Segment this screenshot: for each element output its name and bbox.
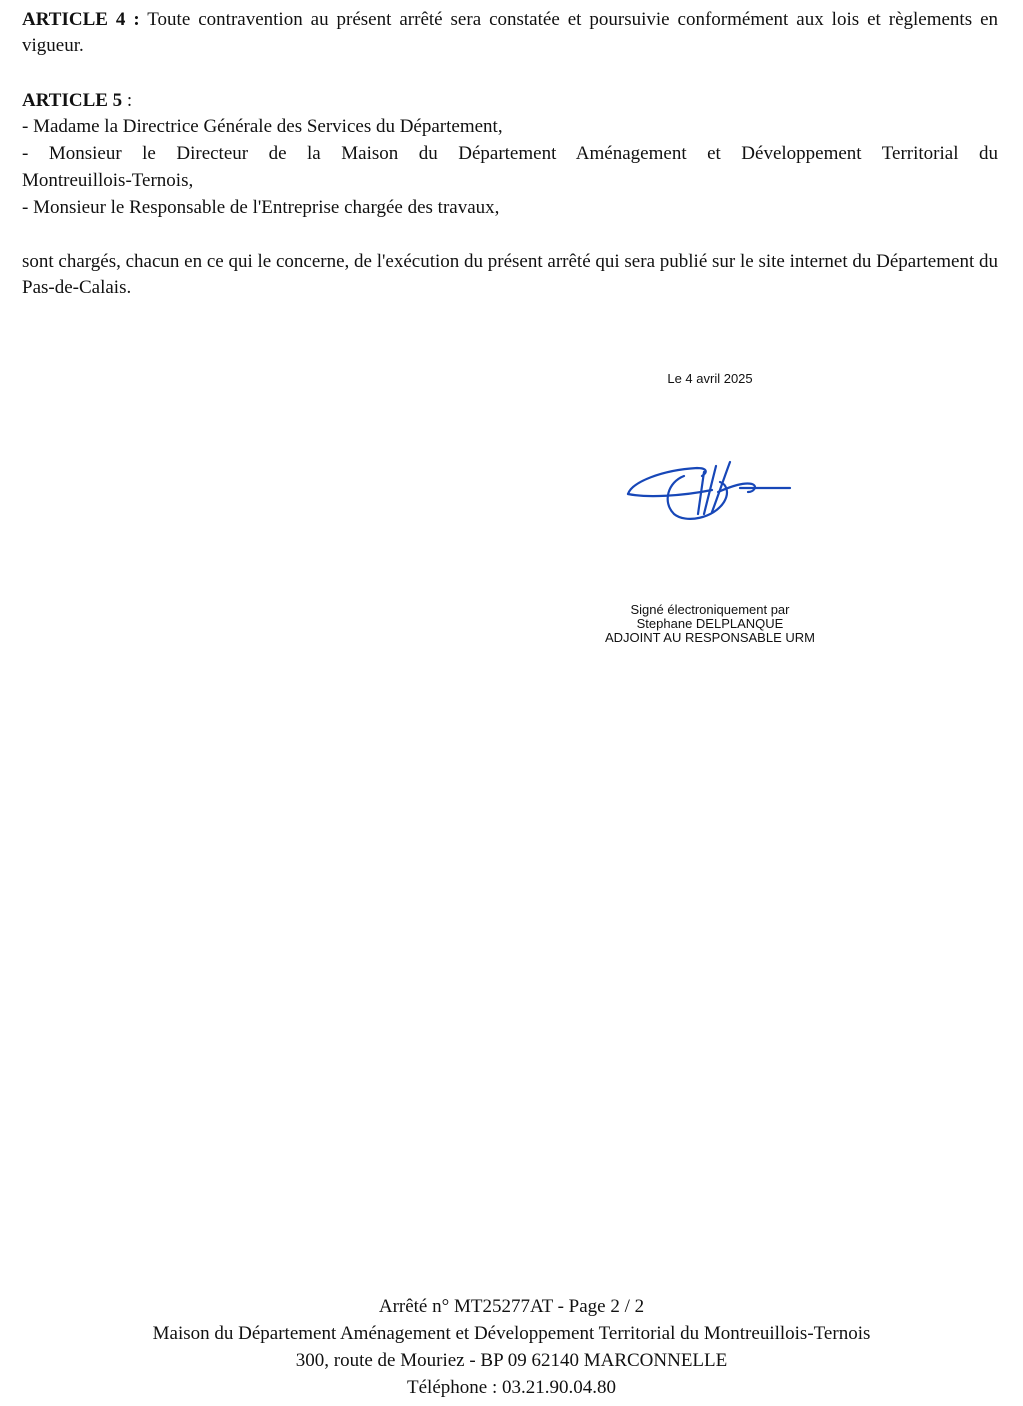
article-5-line-2b: Montreuillois-Ternois, bbox=[22, 170, 194, 191]
handwritten-signature bbox=[612, 442, 808, 532]
footer-phone: Téléphone : 03.21.90.04.80 bbox=[407, 1377, 616, 1398]
article-4-label: ARTICLE 4 : bbox=[22, 9, 140, 30]
article-4-text: Toute contravention au présent arrêté sera constatée et poursuivie conformément aux lois et règlements en vigueur. bbox=[22, 9, 998, 56]
article-5-closing: sont chargés, chacun en ce qui le concerne, de l'exécution du présent arrêté qui sera publié sur le site internet du Département du Pas-de-Calais. bbox=[22, 251, 998, 298]
signature-name: Stephane DELPLANQUE bbox=[636, 616, 784, 631]
footer-address: 300, route de Mouriez - BP 09 62140 MARCONNELLE bbox=[295, 1350, 728, 1371]
footer-organization: Maison du Département Aménagement et Développement Territorial du Montreuillois-Ternois bbox=[152, 1323, 871, 1344]
article-5-line-3: - Monsieur le Responsable de l'Entreprise chargée des travaux, bbox=[22, 197, 500, 218]
signature-role: ADJOINT AU RESPONSABLE URM bbox=[605, 630, 815, 645]
article-5-heading bbox=[22, 88, 998, 114]
article-4 bbox=[22, 7, 998, 59]
signature-image bbox=[612, 442, 808, 532]
signature-signed-by: Signé électroniquement par bbox=[630, 602, 790, 617]
article-5-colon: : bbox=[122, 90, 133, 111]
article-5-line-2a: - Monsieur le Directeur de la Maison du Département Aménagement et Développement Territorial du bbox=[22, 143, 998, 164]
article-5-line-1: - Madame la Directrice Générale des Services du Département, bbox=[22, 116, 503, 137]
article-5-label: ARTICLE 5 bbox=[22, 90, 123, 111]
signature-date: Le 4 avril 2025 bbox=[667, 371, 753, 386]
footer-reference: Arrêté n° MT25277AT - Page 2 / 2 bbox=[378, 1296, 645, 1317]
